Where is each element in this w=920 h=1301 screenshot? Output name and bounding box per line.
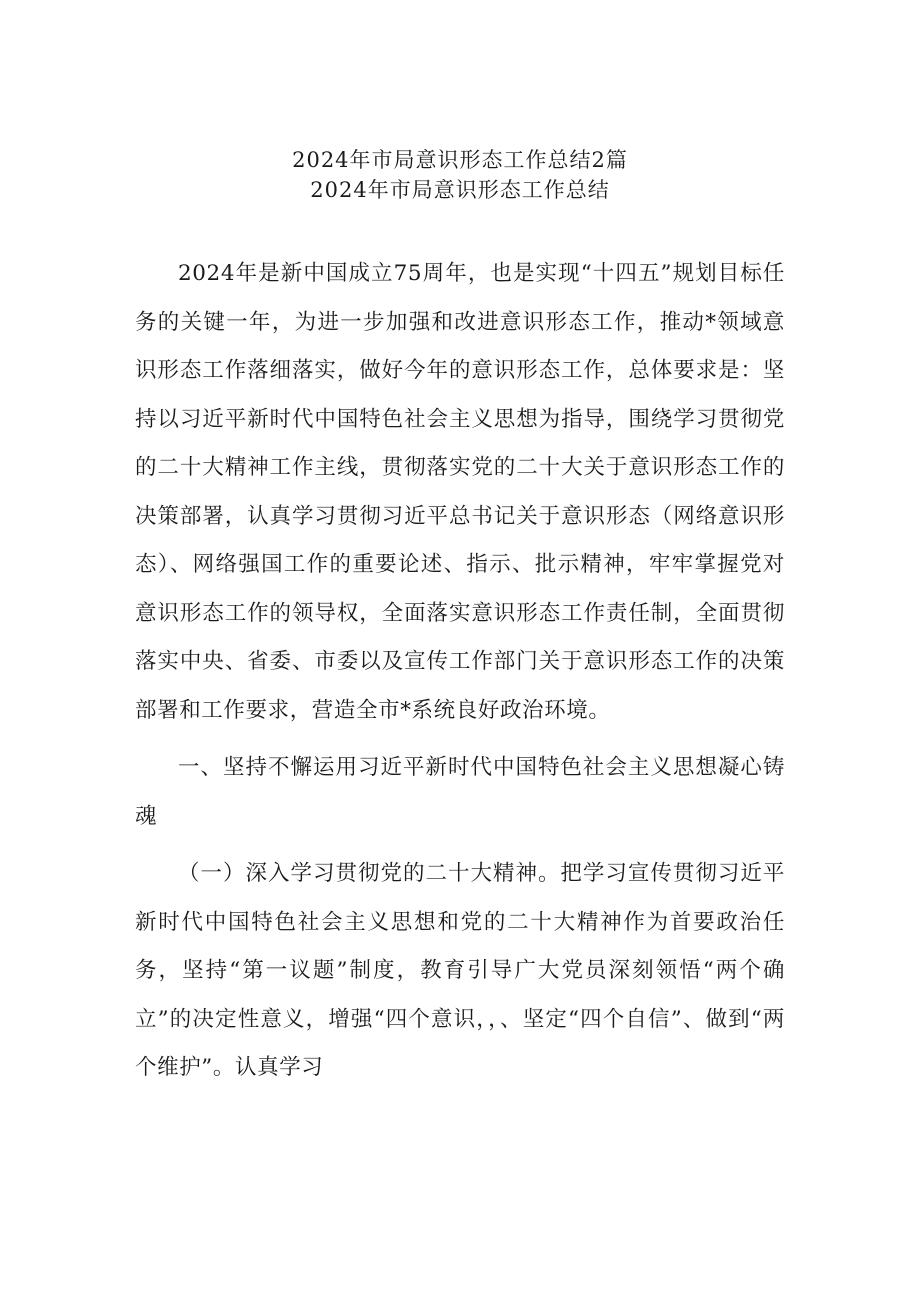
document-subtitle: 2024年市局意识形态工作总结 <box>310 178 610 202</box>
paragraph-intro: 2024年是新中国成立75周年，也是实现“十四五”规划目标任务的关键一年，为进一步加强和改进意识形态工作，推动*领域意识形态工作落细落实，做好今年的意识形态工作，总体要求是：坚持以习近平新时代中国特色社会主义思想为指导，围绕学习贯彻党的二十大精神工作主线，贯彻落实党的二十大关于意识形态工作的决策部署，认真学习贯彻习近平总书记关于意识形态（网络意识形态）、网络强国工作的重要论述、指示、批示精神，牢牢掌握党对意识形态工作的领导权，全面落实意识形态工作责任制，全面贯彻落实中央、省委、市委以及宣传工作部门关于意识形态工作的决策部署和工作要求，营造全市*系统良好政治环境。 <box>135 261 785 723</box>
title-block <box>0 145 920 205</box>
paragraph-subsection: （一）深入学习贯彻党的二十大精神。把学习宣传贯彻习近平新时代中国特色社会主义思想和党的二十大精神作为首要政治任务，坚持“第一议题”制度，教育引导广大党员深刻领悟“两个确立”的决定性意义，增强“四个意识，，、坚定“四个自信”、做到“两个维护”。认真学习 <box>135 861 785 1080</box>
document-body <box>135 250 785 1093</box>
document-title: 2024年市局意识形态工作总结2篇 <box>292 148 628 172</box>
section-heading: 一、坚持不懈运用习近平新时代中国特色社会主义思想凝心铸魂 <box>135 755 785 829</box>
